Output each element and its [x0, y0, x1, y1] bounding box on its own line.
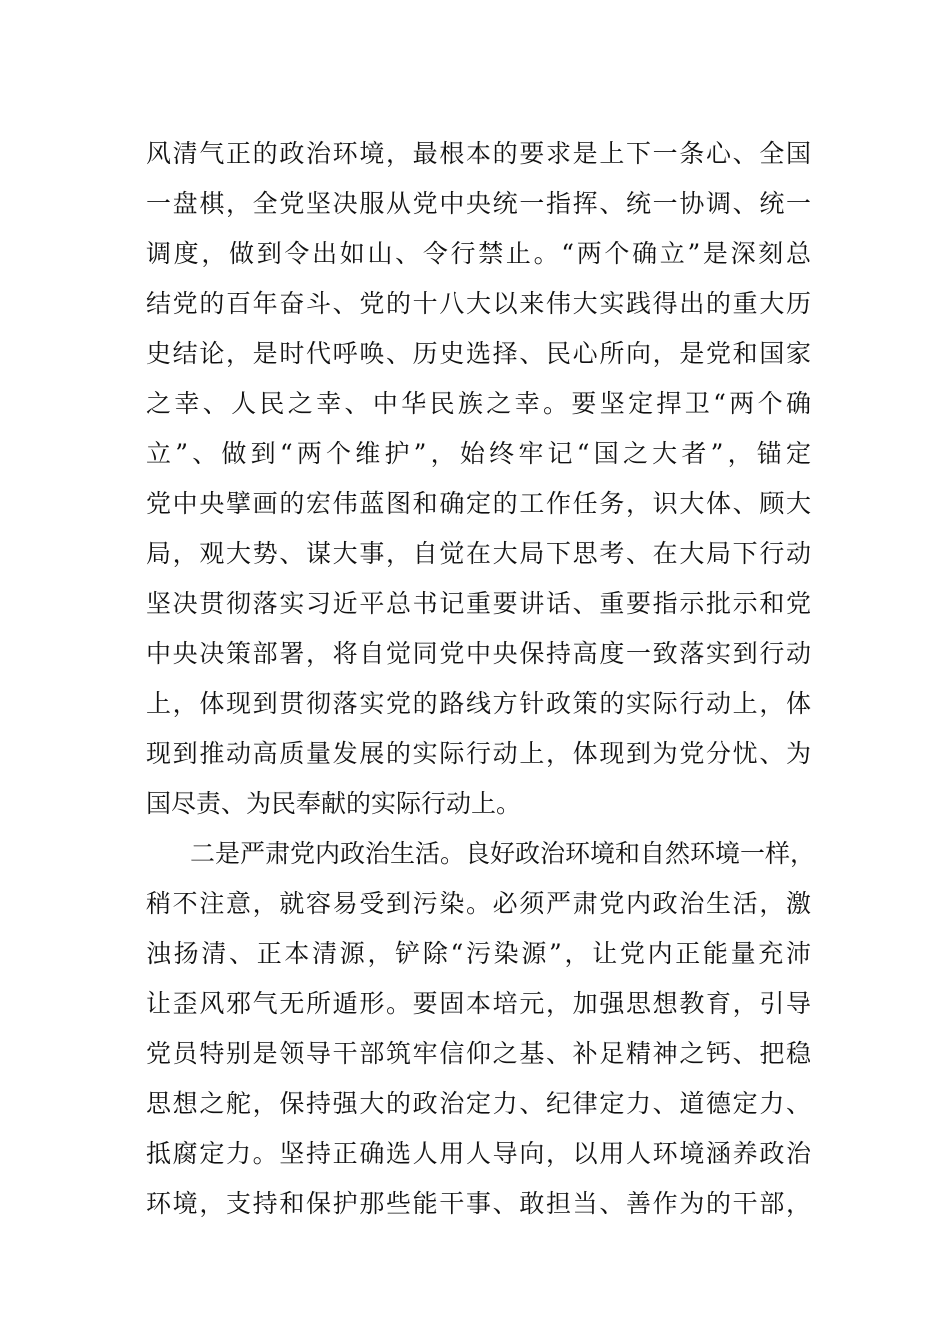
text-line: 调度，做到令出如山、令行禁止。“两个确立”是深刻总: [146, 239, 811, 268]
text-line: 现到推动高质量发展的实际行动上，体现到为党分忧、为: [146, 739, 811, 768]
text-line: 稍不注意，就容易受到污染。必须严肃党内政治生活，激: [146, 889, 811, 918]
text-line: 风清气正的政治环境，最根本的要求是上下一条心、全国: [146, 139, 811, 168]
paragraph-first-line: 二是严肃党内政治生活。良好政治环境和自然环境一样，: [190, 839, 816, 868]
text-line: 环境，支持和保护那些能干事、敢担当、善作为的干部，: [146, 1189, 811, 1218]
text-line: 上，体现到贯彻落实党的路线方针政策的实际行动上，体: [146, 689, 811, 718]
text-line: 抵腐定力。坚持正确选人用人导向，以用人环境涵养政治: [146, 1139, 811, 1168]
text-line: 一盘棋，全党坚决服从党中央统一指挥、统一协调、统一: [146, 189, 811, 218]
text-line: 浊扬清、正本清源，铲除“污染源”，让党内正能量充沛: [146, 939, 811, 968]
text-line: 让歪风邪气无所遁形。要固本培元，加强思想教育，引导: [146, 989, 811, 1018]
text-line: 之幸、人民之幸、中华民族之幸。要坚定捍卫“两个确: [146, 389, 811, 418]
text-line: 立”、做到“两个维护”，始终牢记“国之大者”，锚定: [146, 439, 811, 468]
text-line: 中央决策部署，将自觉同党中央保持高度一致落实到行动: [146, 639, 811, 668]
text-line: 党中央擘画的宏伟蓝图和确定的工作任务，识大体、顾大: [146, 489, 811, 518]
text-line: 党员特别是领导干部筑牢信仰之基、补足精神之钙、把稳: [146, 1039, 811, 1068]
text-line: 国尽责、为民奉献的实际行动上。: [146, 789, 522, 818]
text-line: 思想之舵，保持强大的政治定力、纪律定力、道德定力、: [146, 1089, 811, 1118]
text-line: 局，观大势、谋大事，自觉在大局下思考、在大局下行动: [146, 539, 811, 568]
text-line: 坚决贯彻落实习近平总书记重要讲话、重要指示批示和党: [146, 589, 811, 618]
text-line: 史结论，是时代呼唤、历史选择、民心所向，是党和国家: [146, 339, 811, 368]
text-line: 结党的百年奋斗、党的十八大以来伟大实践得出的重大历: [146, 289, 811, 318]
